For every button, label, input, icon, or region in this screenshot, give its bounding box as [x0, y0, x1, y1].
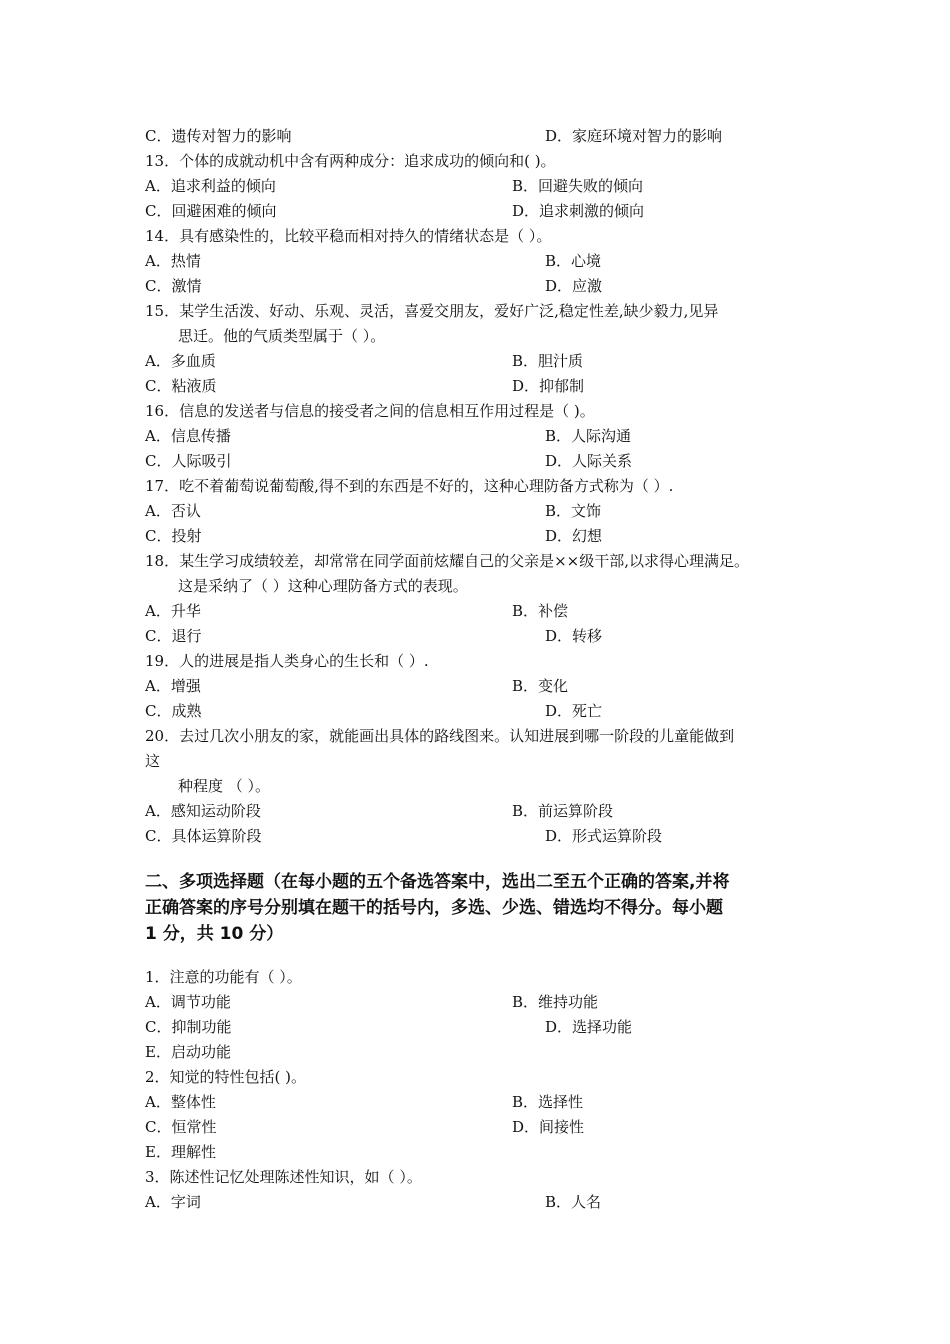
q16-stem: 16．信息的发送者与信息的接受者之间的信息相互作用过程是（ )。 [145, 402, 595, 420]
m2-option-d: D．间接性 [512, 1118, 585, 1136]
q16-option-a: A．信息传播 [145, 427, 231, 445]
q15-option-b: B．胆汁质 [512, 352, 584, 370]
q18-option-d: D．转移 [545, 627, 603, 645]
q14-option-b: B．心境 [545, 252, 602, 270]
q18-stem-line2: 这是采纳了（ ）这种心理防备方式的表现。 [178, 577, 468, 595]
m3-option-b: B．人名 [545, 1193, 602, 1211]
section-heading-line2: 正确答案的序号分别填在题干的括号内，多选、少选、错选均不得分。每小题 [145, 898, 723, 918]
q18-option-c: C．退行 [145, 627, 202, 645]
m2-option-c: C．恒常性 [145, 1118, 217, 1136]
q20-stem-line3: 种程度 （ ）。 [178, 777, 271, 795]
q20-option-d: D．形式运算阶段 [545, 827, 663, 845]
q20-option-b: B．前运算阶段 [512, 802, 614, 820]
m1-option-d: D．选择功能 [545, 1018, 633, 1036]
m2-option-e: E．理解性 [145, 1143, 216, 1161]
q17-option-b: B．文饰 [545, 502, 602, 520]
q14-option-a: A．热情 [145, 252, 201, 270]
q13-option-b: B．回避失败的倾向 [512, 177, 644, 195]
q13-option-a: A．追求利益的倾向 [145, 177, 276, 195]
q16-option-c: C．人际吸引 [145, 452, 232, 470]
q12-option-c: C．遗传对智力的影响 [145, 127, 292, 145]
q19-option-a: A．增强 [145, 677, 201, 695]
q18-option-a: A．升华 [145, 602, 201, 620]
m1-option-c: C．抑制功能 [145, 1018, 232, 1036]
q20-stem-line1: 20．去过几次小朋友的家，就能画出具体的路线图来。认知进展到哪一阶段的儿童能做到 [145, 727, 735, 745]
q15-option-d: D．抑郁制 [512, 377, 585, 395]
q15-stem-line2: 思迁。他的气质类型属于（ ）。 [178, 327, 386, 345]
q16-option-d: D．人际关系 [545, 452, 633, 470]
q20-stem-line2: 这 [145, 752, 161, 770]
q19-option-d: D．死亡 [545, 702, 603, 720]
m1-option-b: B．维持功能 [512, 993, 599, 1011]
q20-option-a: A．感知运动阶段 [145, 802, 261, 820]
q17-option-c: C．投射 [145, 527, 202, 545]
q13-option-c: C．回避困难的倾向 [145, 202, 277, 220]
q15-option-a: A．多血质 [145, 352, 216, 370]
m2-option-a: A．整体性 [145, 1093, 216, 1111]
m1-stem: 1．注意的功能有（ ）。 [145, 968, 302, 986]
q13-stem: 13．个体的成就动机中含有两种成分：追求成功的倾向和( )。 [145, 152, 556, 170]
q19-option-c: C．成熟 [145, 702, 202, 720]
q12-option-d: D．家庭环境对智力的影响 [545, 127, 723, 145]
q17-stem: 17．吃不着葡萄说葡萄酸,得不到的东西是不好的，这种心理防备方式称为（ ）. [145, 477, 674, 495]
m1-option-e: E．启动功能 [145, 1043, 231, 1061]
m3-stem: 3．陈述性记忆处理陈述性知识，如（ ）。 [145, 1168, 422, 1186]
section-heading [145, 869, 825, 947]
q17-option-d: D．幻想 [545, 527, 603, 545]
q16-option-b: B．人际沟通 [545, 427, 632, 445]
q15-stem-line1: 15．某学生活泼、好动、乐观、灵活，喜爱交朋友，爱好广泛,稳定性差,缺少毅力,见异 [145, 302, 719, 320]
q19-option-b: B．变化 [512, 677, 569, 695]
q15-option-c: C．粘液质 [145, 377, 217, 395]
section-heading-line3: 1 分，共 10 分） [145, 924, 284, 944]
m2-stem: 2．知觉的特性包括( )。 [145, 1068, 307, 1086]
q19-stem: 19．人的进展是指人类身心的生长和（ ）. [145, 652, 429, 670]
q17-option-a: A．否认 [145, 502, 201, 520]
q18-option-b: B．补偿 [512, 602, 569, 620]
m3-option-a: A．字词 [145, 1193, 201, 1211]
q14-option-c: C．激情 [145, 277, 202, 295]
m2-option-b: B．选择性 [512, 1093, 584, 1111]
q18-stem-line1: 18．某生学习成绩较差，却常常在同学面前炫耀自己的父亲是××级干部,以求得心理满足。 [145, 552, 749, 570]
q13-option-d: D．追求刺激的倾向 [512, 202, 645, 220]
q14-option-d: D．应激 [545, 277, 603, 295]
q14-stem: 14．具有感染性的，比较平稳而相对持久的情绪状态是（ ）。 [145, 227, 552, 245]
m1-option-a: A．调节功能 [145, 993, 231, 1011]
section-heading-line1: 二、多项选择题（在每小题的五个备选答案中，选出二至五个正确的答案,并将 [145, 872, 730, 892]
q20-option-c: C．具体运算阶段 [145, 827, 262, 845]
